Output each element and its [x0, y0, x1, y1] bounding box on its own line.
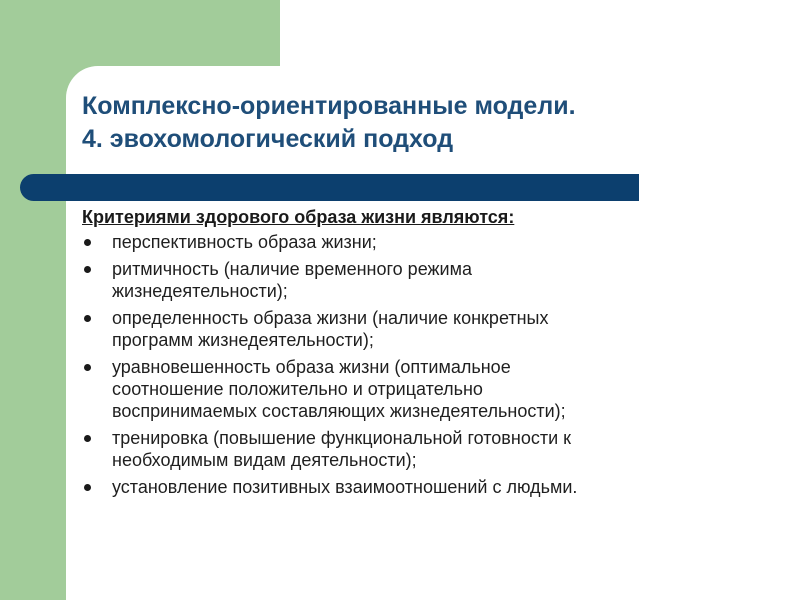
criteria-list — [82, 231, 722, 498]
criteria-list-item-text: программ жизнедеятельности); — [112, 330, 374, 350]
criteria-list-item — [82, 258, 722, 302]
slide-title-line-2: 4. эвохомологический подход — [82, 125, 454, 153]
criteria-list-item-text: установление позитивных взаимоотношений с людьми. — [112, 477, 578, 497]
slide-title-line-1: Комплексно-ориентированные модели. — [82, 92, 576, 120]
criteria-list-item-text: воспринимаемых составляющих жизнедеятельности); — [112, 401, 566, 421]
bullet-dot-icon — [84, 239, 91, 246]
criteria-heading: Критериями здорового образа жизни являются: — [82, 207, 515, 227]
criteria-list-item-text: тренировка (повышение функциональной готовности к — [112, 428, 571, 448]
criteria-list-item — [82, 231, 722, 253]
criteria-list-item — [82, 476, 722, 498]
title-underline-bar — [54, 174, 639, 201]
slide-body — [82, 206, 722, 503]
bullet-dot-icon — [84, 266, 91, 273]
criteria-list-item-text: жизнедеятельности); — [112, 281, 288, 301]
bullet-dot-icon — [84, 484, 91, 491]
criteria-list-item-text: перспективность образа жизни; — [112, 232, 377, 252]
bullet-dot-icon — [84, 315, 91, 322]
slide-title — [82, 90, 576, 156]
criteria-list-item-text: соотношение положительно и отрицательно — [112, 379, 483, 399]
criteria-list-item-text: необходимым видам деятельности); — [112, 450, 417, 470]
criteria-list-item-text: уравновешенность образа жизни (оптимальное — [112, 357, 511, 377]
bullet-dot-icon — [84, 364, 91, 371]
criteria-list-item-text: определенность образа жизни (наличие конкретных — [112, 308, 549, 328]
criteria-list-item — [82, 307, 722, 351]
criteria-list-item — [82, 427, 722, 471]
criteria-list-item — [82, 356, 722, 422]
criteria-list-item-text: ритмичность (наличие временного режима — [112, 259, 472, 279]
bullet-dot-icon — [84, 435, 91, 442]
